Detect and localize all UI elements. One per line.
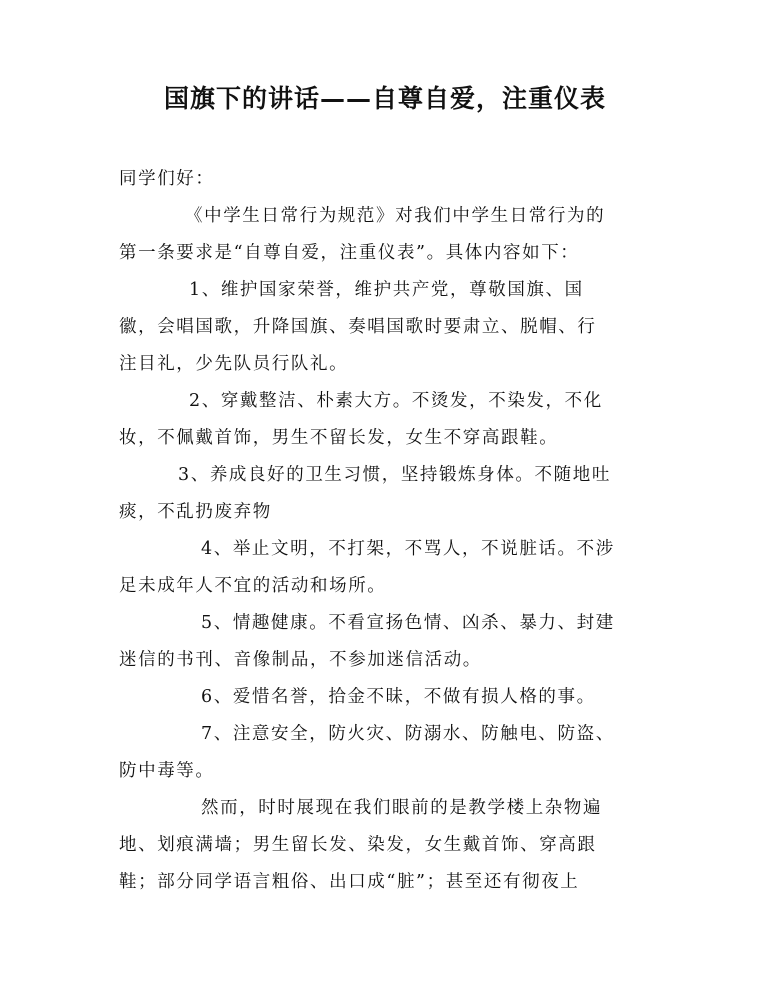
paragraph-line: 然而，时时展现在我们眼前的是教学楼上杂物遍 — [201, 798, 603, 818]
list-item-line: 痰，不乱扔废弃物 — [119, 502, 272, 522]
list-item-line: 足未成年人不宜的活动和场所。 — [119, 576, 387, 596]
list-item-line: 7、注意安全，防火灾、防溺水、防触电、防盗、 — [201, 724, 615, 744]
list-item-line: 徽，会唱国歌，升降国旗、奏唱国歌时要肃立、脱帽、行 — [119, 317, 597, 337]
list-item-line: 3、养成良好的卫生习惯，坚持锻炼身体。不随地吐 — [178, 465, 611, 485]
list-item-line: 迷信的书刊、音像制品，不参加迷信活动。 — [119, 650, 482, 670]
paragraph-line: 地、划痕满墙；男生留长发、染发，女生戴首饰、穿高跟 — [119, 835, 597, 855]
list-item-line: 2、穿戴整洁、朴素大方。不烫发，不染发，不化 — [189, 391, 603, 411]
paragraph-line: 第一条要求是“自尊自爱，注重仪表”。具体内容如下： — [119, 243, 580, 263]
list-item-line: 5、情趣健康。不看宣扬色情、凶杀、暴力、封建 — [201, 613, 615, 633]
list-item-line: 妆，不佩戴首饰，男生不留长发，女生不穿高跟鞋。 — [119, 428, 559, 448]
list-item-line: 注目礼，少先队员行队礼。 — [119, 354, 349, 374]
list-item-line: 防中毒等。 — [119, 761, 215, 781]
list-item-line: 6、爱惜名誉，拾金不昧，不做有损人格的事。 — [201, 687, 596, 707]
paragraph-line: 鞋；部分同学语言粗俗、出口成“脏”；甚至还有彻夜上 — [119, 872, 580, 892]
paragraph-line: 《中学生日常行为规范》对我们中学生日常行为的 — [185, 206, 606, 226]
list-item-line: 4、举止文明，不打架，不骂人，不说脏话。不涉 — [201, 539, 615, 559]
document-title: 国旗下的讲话——自尊自爱，注重仪表 — [163, 84, 606, 113]
list-item-line: 1、维护国家荣誉，维护共产党，尊敬国旗、国 — [189, 280, 584, 300]
greeting-line: 同学们好： — [119, 169, 215, 189]
